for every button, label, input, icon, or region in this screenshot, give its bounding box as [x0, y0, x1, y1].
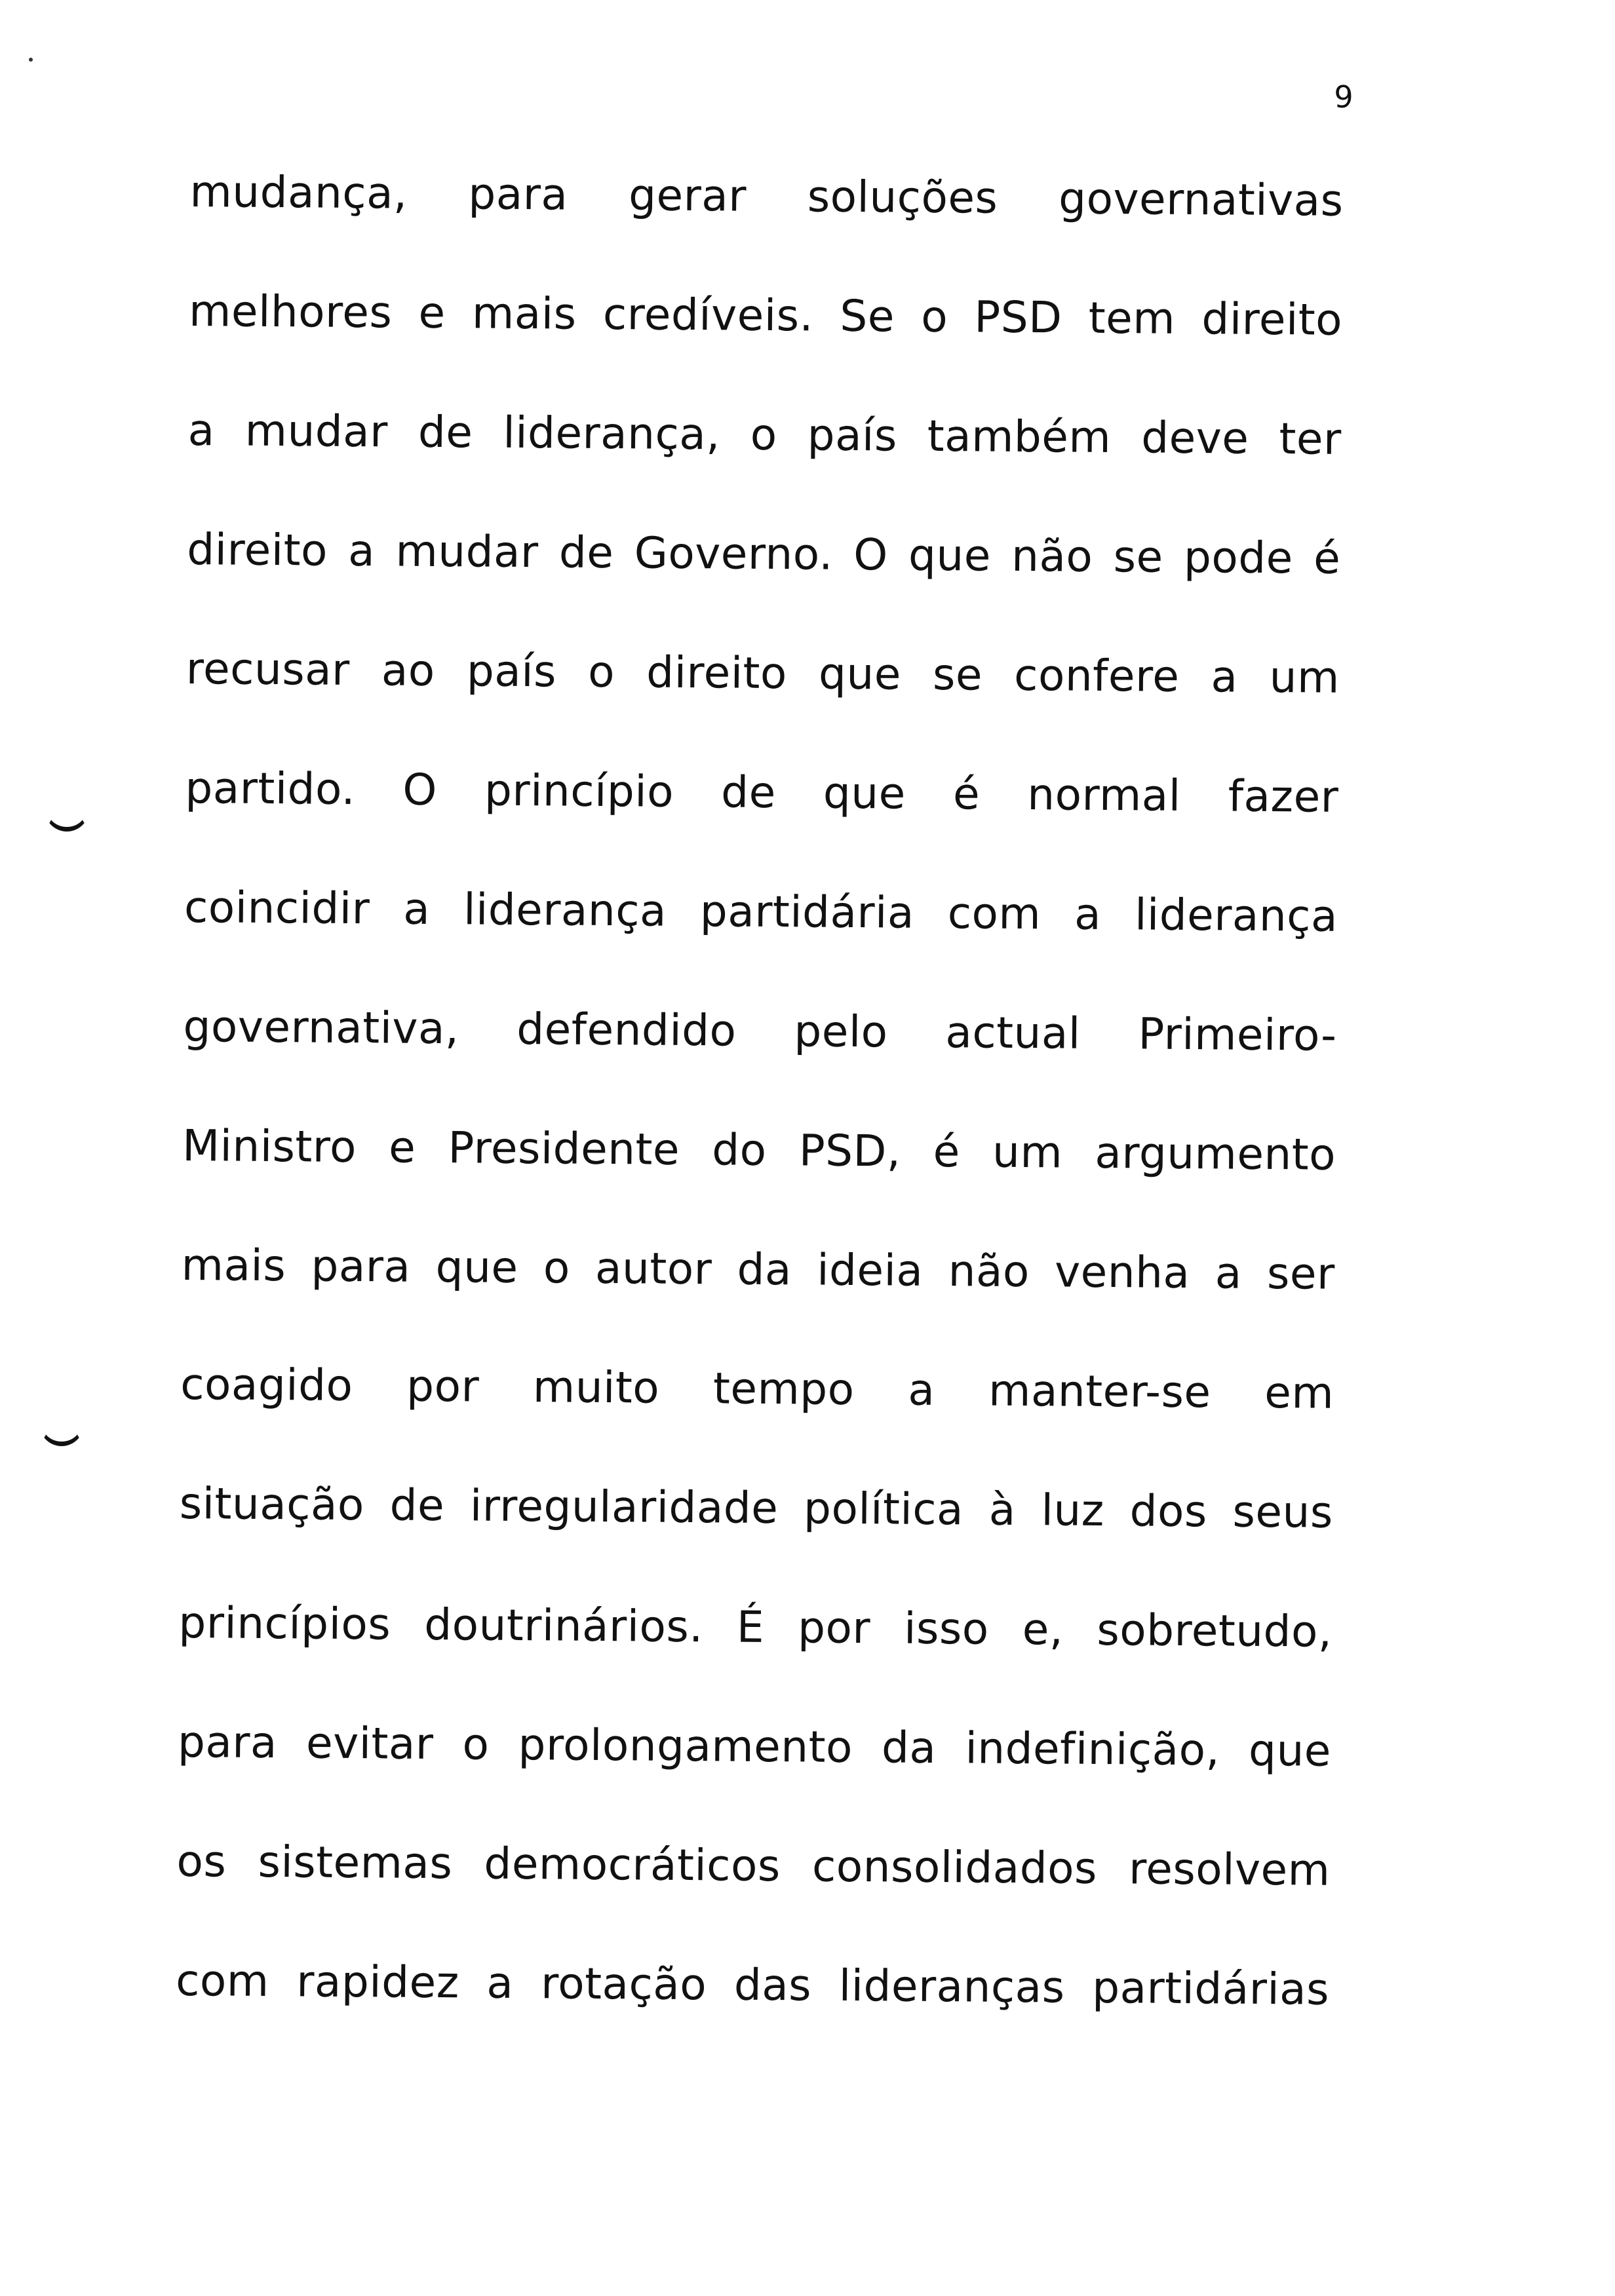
text-line: melhores e mais credíveis. Se o PSD tem direito: [188, 285, 1343, 345]
text-line: situação de irregularidade política à luz dos seus: [179, 1478, 1334, 1538]
margin-mark: [39, 1422, 84, 1446]
text-line: governativa, defendido pelo actual Primeiro-: [183, 1001, 1337, 1061]
text-line: a mudar de liderança, o país também deve ter: [187, 404, 1342, 465]
body-text: [175, 156, 1344, 2073]
text-line: princípios doutrinários. É por isso e, sobretudo,: [178, 1597, 1333, 1657]
text-line: direito a mudar de Governo. O que não se pode é: [186, 524, 1341, 584]
text-line: para evitar o prolongamento da indefinição, que: [177, 1716, 1332, 1776]
text-line: partido. O princípio de que é normal fazer: [185, 762, 1339, 822]
text-line: os sistemas democráticos consolidados resolvem: [176, 1835, 1331, 1896]
text-line: com rapidez a rotação das lideranças partidárias: [175, 1955, 1330, 2015]
margin-mark: [45, 807, 89, 832]
text-line: coincidir a liderança partidária com a liderança: [184, 881, 1338, 942]
text-line: Ministro e Presidente do PSD, é um argumento: [182, 1120, 1336, 1180]
text-line: recusar ao país o direito que se confere a um: [185, 643, 1340, 703]
scan-speck: [29, 58, 33, 62]
text-line: coagido por muito tempo a manter-se em: [180, 1358, 1334, 1419]
text-line: mudança, para gerar soluções governativas: [189, 166, 1344, 226]
page-number: 9: [1334, 79, 1353, 115]
text-line: mais para que o autor da ideia não venha a ser: [181, 1239, 1335, 1299]
